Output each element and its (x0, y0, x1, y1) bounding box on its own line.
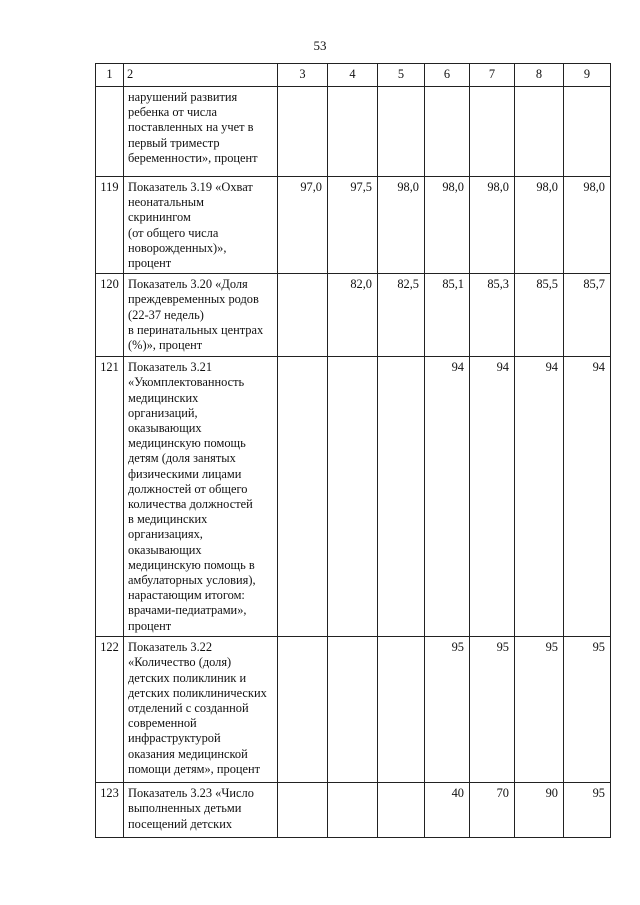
description-line: медицинскую помощь в (128, 557, 255, 572)
description-line: амбулаторных условия), (128, 573, 256, 588)
value-cell: 98,0 (425, 177, 470, 274)
value-cell (278, 87, 328, 177)
description-line: поставленных на учет в (128, 120, 254, 135)
value-cell: 98,0 (564, 177, 611, 274)
description-line: количества должностей (128, 497, 253, 512)
row-number: 123 (96, 783, 124, 838)
value-cell (278, 783, 328, 838)
indicator-description (124, 637, 278, 783)
description-line: физическими лицами (128, 466, 242, 481)
description-line: преждевременных родов (128, 292, 259, 307)
column-header: 1 (96, 64, 124, 87)
table-header-row (96, 64, 611, 87)
column-header: 9 (564, 64, 611, 87)
description-line: современной (128, 716, 197, 731)
description-line: нарастающим итогом: (128, 588, 245, 603)
column-header: 4 (328, 64, 378, 87)
description-line: новорожденных)», (128, 240, 227, 255)
description-line: процент (128, 256, 172, 271)
description-line: в медицинских (128, 512, 208, 527)
description-line: Показатель 3.19 «Охват (128, 180, 253, 194)
value-cell (564, 87, 611, 177)
table-row (96, 357, 611, 637)
column-header: 7 (470, 64, 515, 87)
description-line: процент (128, 618, 172, 633)
description-line: выполненных детьми (128, 801, 242, 816)
value-cell (328, 357, 378, 637)
value-cell (378, 637, 425, 783)
table-row (96, 783, 611, 838)
value-cell: 94 (425, 357, 470, 637)
description-line: Показатель 3.23 «Число (128, 786, 254, 801)
description-line: (от общего числа (128, 225, 219, 240)
description-line: нарушений развития (128, 90, 238, 104)
description-line: детям (доля занятых (128, 451, 236, 466)
value-cell: 97,5 (328, 177, 378, 274)
value-cell: 94 (470, 357, 515, 637)
description-line: (22-37 недель) (128, 307, 204, 322)
value-cell: 95 (425, 637, 470, 783)
description-line: неонатальным (128, 195, 204, 210)
value-cell (278, 637, 328, 783)
value-cell: 94 (564, 357, 611, 637)
description-line: инфраструктурой (128, 731, 221, 746)
description-line: скринингом (128, 210, 191, 225)
value-cell: 70 (470, 783, 515, 838)
value-cell: 85,3 (470, 274, 515, 357)
description-line: детских поликлинических (128, 685, 267, 700)
description-line: «Количество (доля) (128, 655, 232, 670)
column-header: 6 (425, 64, 470, 87)
column-header: 5 (378, 64, 425, 87)
value-cell (378, 783, 425, 838)
indicator-description (124, 177, 278, 274)
value-cell: 82,0 (328, 274, 378, 357)
description-line: Показатель 3.21 (128, 360, 213, 375)
value-cell: 85,7 (564, 274, 611, 357)
value-cell: 98,0 (378, 177, 425, 274)
description-line: «Укомплектованность (128, 375, 245, 390)
value-cell (328, 783, 378, 838)
description-line: помощи детям», процент (128, 761, 261, 776)
value-cell (328, 87, 378, 177)
value-cell (328, 637, 378, 783)
table-row (96, 87, 611, 177)
table-row (96, 274, 611, 357)
column-header: 2 (124, 64, 278, 87)
table-row (96, 637, 611, 783)
value-cell (278, 357, 328, 637)
description-line: организаций, (128, 405, 198, 420)
table-row (96, 177, 611, 274)
value-cell (378, 87, 425, 177)
row-number: 120 (96, 274, 124, 357)
value-cell: 85,5 (515, 274, 564, 357)
value-cell (470, 87, 515, 177)
description-line: оказывающих (128, 542, 202, 557)
value-cell: 95 (564, 783, 611, 838)
column-header: 3 (278, 64, 328, 87)
value-cell: 82,5 (378, 274, 425, 357)
page-number: 53 (313, 38, 327, 53)
value-cell (425, 87, 470, 177)
value-cell (515, 87, 564, 177)
value-cell: 98,0 (515, 177, 564, 274)
description-line: должностей от общего (128, 481, 248, 496)
description-line: беременности», процент (128, 150, 258, 165)
description-line: отделений с созданной (128, 701, 249, 716)
indicator-description (124, 357, 278, 637)
indicator-table (95, 63, 611, 838)
value-cell (378, 357, 425, 637)
value-cell: 90 (515, 783, 564, 838)
description-line: медицинских (128, 390, 199, 405)
description-line: организациях, (128, 527, 203, 542)
row-number (96, 87, 124, 177)
description-line: Показатель 3.20 «Доля (128, 277, 248, 292)
row-number: 119 (96, 177, 124, 274)
description-line: Показатель 3.22 (128, 640, 213, 655)
column-header: 8 (515, 64, 564, 87)
row-number: 121 (96, 357, 124, 637)
value-cell: 94 (515, 357, 564, 637)
value-cell: 98,0 (470, 177, 515, 274)
description-line: оказывающих (128, 421, 202, 436)
value-cell: 40 (425, 783, 470, 838)
row-number: 122 (96, 637, 124, 783)
description-line: оказания медицинской (128, 746, 248, 761)
description-line: посещений детских (128, 816, 233, 831)
indicator-description (124, 274, 278, 357)
value-cell: 95 (515, 637, 564, 783)
value-cell: 95 (470, 637, 515, 783)
description-line: медицинскую помощь (128, 436, 246, 451)
description-line: (%)», процент (128, 338, 203, 353)
value-cell (278, 274, 328, 357)
description-line: в перинатальных центрах (128, 322, 264, 337)
indicator-description (124, 783, 278, 838)
description-line: первый триместр (128, 135, 220, 150)
description-line: врачами-педиатрами», (128, 603, 247, 618)
indicator-description (124, 87, 278, 177)
description-line: ребенка от числа (128, 105, 217, 120)
value-cell: 97,0 (278, 177, 328, 274)
description-line: детских поликлиник и (128, 670, 247, 685)
value-cell: 95 (564, 637, 611, 783)
value-cell: 85,1 (425, 274, 470, 357)
